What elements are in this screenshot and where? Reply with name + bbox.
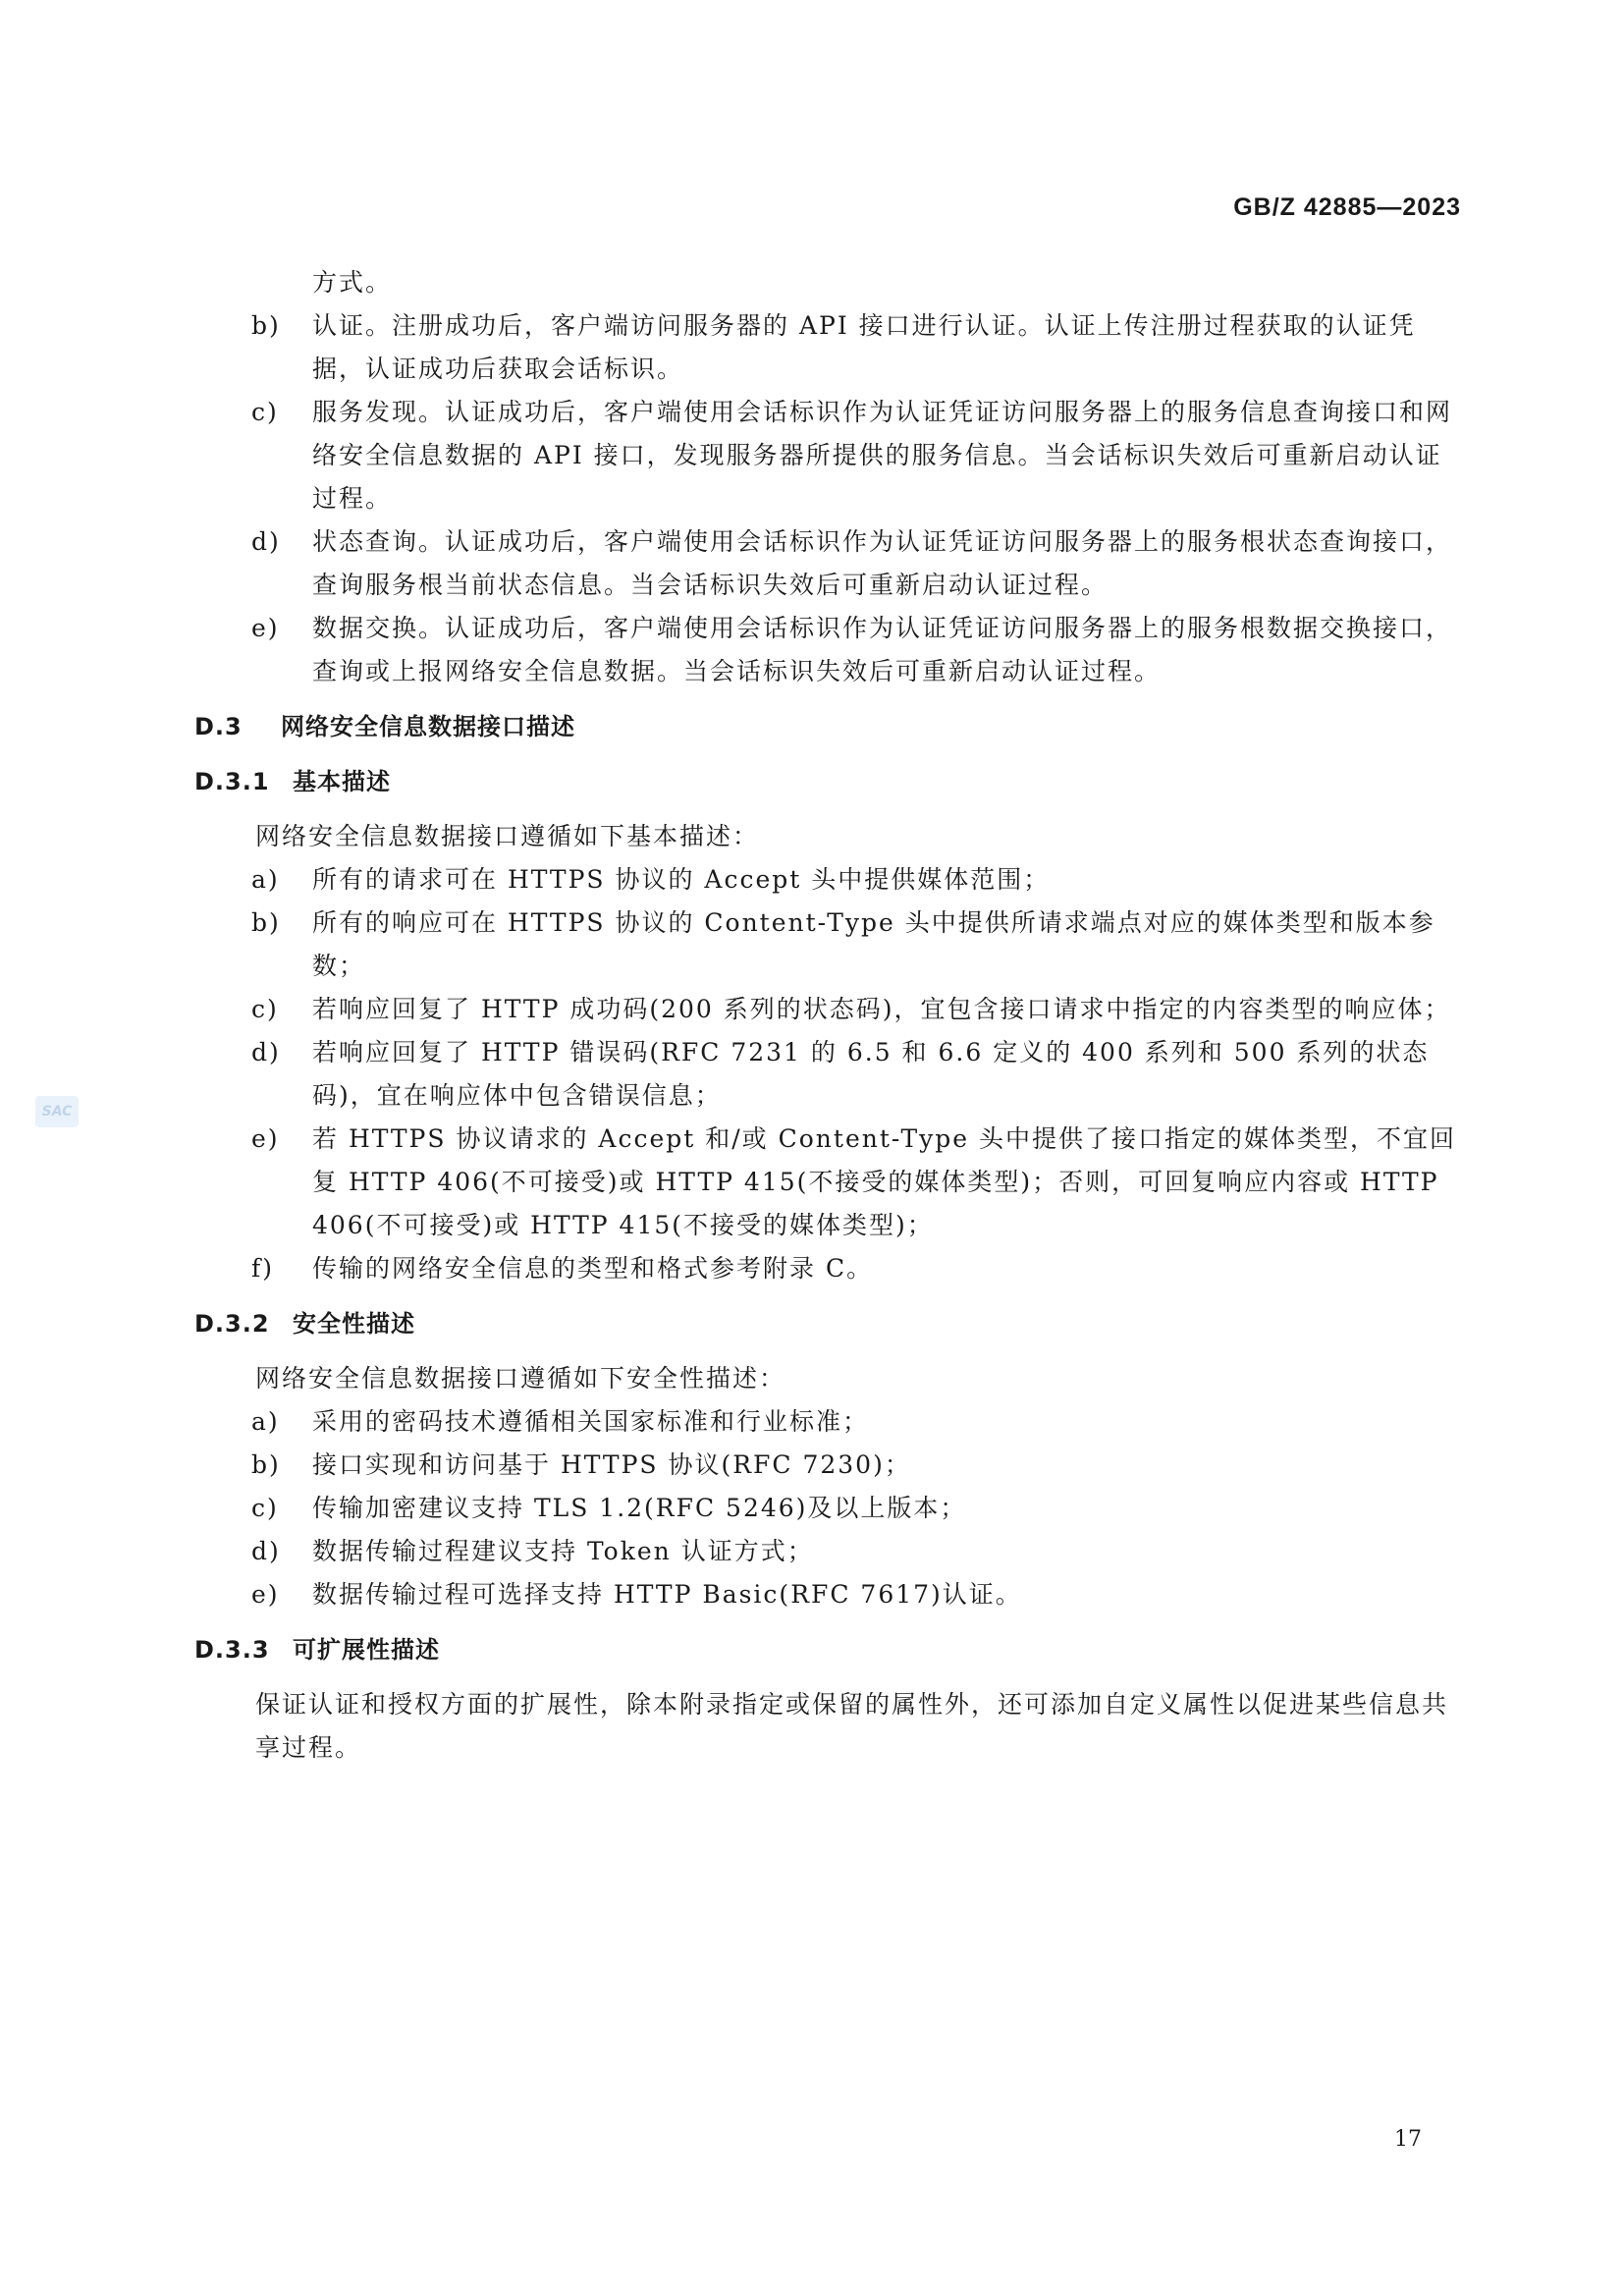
sac-watermark-logo (35, 1096, 79, 1127)
item-text: 数据传输过程建议支持 Token 认证方式； (312, 1537, 814, 1565)
list-item (194, 391, 1461, 520)
item-label: a) (251, 1407, 280, 1436)
item-label: c) (251, 398, 279, 426)
item-text: 若响应回复了 HTTP 成功码(200 系列的状态码)，宜包含接口请求中指定的内容类型的响应体； (312, 995, 1451, 1023)
item-label: d) (251, 1537, 281, 1565)
list-item (194, 1530, 1461, 1573)
section-body: 保证认证和授权方面的扩展性，除本附录指定或保留的属性外，还可添加自定义属性以促进某些信息共享过程。 (255, 1690, 1449, 1762)
section-intro: 网络安全信息数据接口遵循如下安全性描述： (255, 1364, 786, 1393)
section-heading-d31 (194, 760, 1461, 803)
section-heading-d33 (194, 1628, 1461, 1671)
section-number: D.3 (194, 713, 243, 740)
section-number: D.3.1 (194, 768, 270, 795)
section-number: D.3.2 (194, 1310, 270, 1338)
list-item (194, 858, 1461, 902)
section-title: 可扩展性描述 (293, 1636, 440, 1664)
item-text: 传输加密建议支持 TLS 1.2(RFC 5246)及以上版本； (312, 1494, 967, 1522)
list-item (194, 1487, 1461, 1530)
item-label: e) (251, 1124, 280, 1153)
section-title: 基本描述 (293, 768, 391, 795)
item-label: b) (251, 908, 281, 937)
item-label: e) (251, 614, 280, 642)
item-text: 所有的请求可在 HTTPS 协议的 Accept 头中提供媒体范围； (312, 865, 1051, 894)
list-item (194, 902, 1461, 988)
item-label: c) (251, 995, 279, 1023)
section-heading-d3 (194, 705, 1461, 748)
item-label: b) (251, 1450, 281, 1479)
list-security (194, 1400, 1461, 1616)
continuation-text: 方式。 (312, 268, 393, 297)
item-text: 数据交换。认证成功后，客户端使用会话标识作为认证凭证访问服务器上的服务根数据交换接口，查询或上报网络安全信息数据。当会话标识失效后可重新启动认证过程。 (312, 614, 1453, 685)
document-code: GB/Z 42885—2023 (1233, 193, 1461, 221)
item-text: 若 HTTPS 协议请求的 Accept 和/或 Content-Type 头中提供了接口指定的媒体类型，不宜回复 HTTP 406(不可接受)或 HTTP 415(不接受的媒体类型)；否则，可回复响应内容或 HTTP 406(不可接受)或 HTTP 415(不接受的媒体类型)； (312, 1124, 1456, 1239)
list-item (194, 1118, 1461, 1247)
item-label: b) (251, 311, 281, 340)
item-text: 状态查询。认证成功后，客户端使用会话标识作为认证凭证访问服务器上的服务根状态查询接口，查询服务根当前状态信息。当会话标识失效后可重新启动认证过程。 (312, 527, 1453, 599)
item-label: f) (251, 1254, 275, 1283)
list-item (194, 988, 1461, 1031)
item-label: d) (251, 1038, 281, 1066)
list-item (194, 1031, 1461, 1118)
list-item (194, 1444, 1461, 1487)
section-title: 网络安全信息数据接口描述 (281, 713, 575, 740)
item-text: 传输的网络安全信息的类型和格式参考附录 C。 (312, 1254, 874, 1283)
item-text: 认证。注册成功后，客户端访问服务器的 API 接口进行认证。认证上传注册过程获取的认证凭据，认证成功后获取会话标识。 (312, 311, 1416, 383)
list-d2-steps (194, 304, 1461, 693)
sac-logo-text: SAC (41, 1104, 73, 1120)
section-heading-d32 (194, 1302, 1461, 1345)
list-item (194, 304, 1461, 391)
list-basic (194, 858, 1461, 1290)
item-label: c) (251, 1494, 279, 1522)
section-title: 安全性描述 (293, 1310, 415, 1338)
list-item (194, 1400, 1461, 1444)
section-number: D.3.3 (194, 1636, 270, 1664)
section-intro: 网络安全信息数据接口遵循如下基本描述： (255, 822, 760, 850)
item-label: d) (251, 527, 281, 556)
item-text: 采用的密码技术遵循相关国家标准和行业标准； (312, 1407, 870, 1436)
item-label: e) (251, 1580, 280, 1609)
page-content (194, 261, 1461, 1770)
item-text: 接口实现和访问基于 HTTPS 协议(RFC 7230)； (312, 1450, 911, 1479)
list-item (194, 1573, 1461, 1616)
item-label: a) (251, 865, 280, 894)
item-text: 所有的响应可在 HTTPS 协议的 Content-Type 头中提供所请求端点对应的媒体类型和版本参数； (312, 908, 1435, 980)
list-item (194, 1247, 1461, 1290)
list-item (194, 520, 1461, 607)
list-item (194, 607, 1461, 693)
page-number: 17 (1394, 2127, 1422, 2152)
item-text: 服务发现。认证成功后，客户端使用会话标识作为认证凭证访问服务器上的服务信息查询接口和网络安全信息数据的 API 接口，发现服务器所提供的服务信息。当会话标识失效后可重新启动认证过程。 (312, 398, 1453, 513)
item-text: 数据传输过程可选择支持 HTTP Basic(RFC 7617)认证。 (312, 1580, 1022, 1609)
item-text: 若响应回复了 HTTP 错误码(RFC 7231 的 6.5 和 6.6 定义的 400 系列和 500 系列的状态码)，宜在响应体中包含错误信息； (312, 1038, 1430, 1110)
